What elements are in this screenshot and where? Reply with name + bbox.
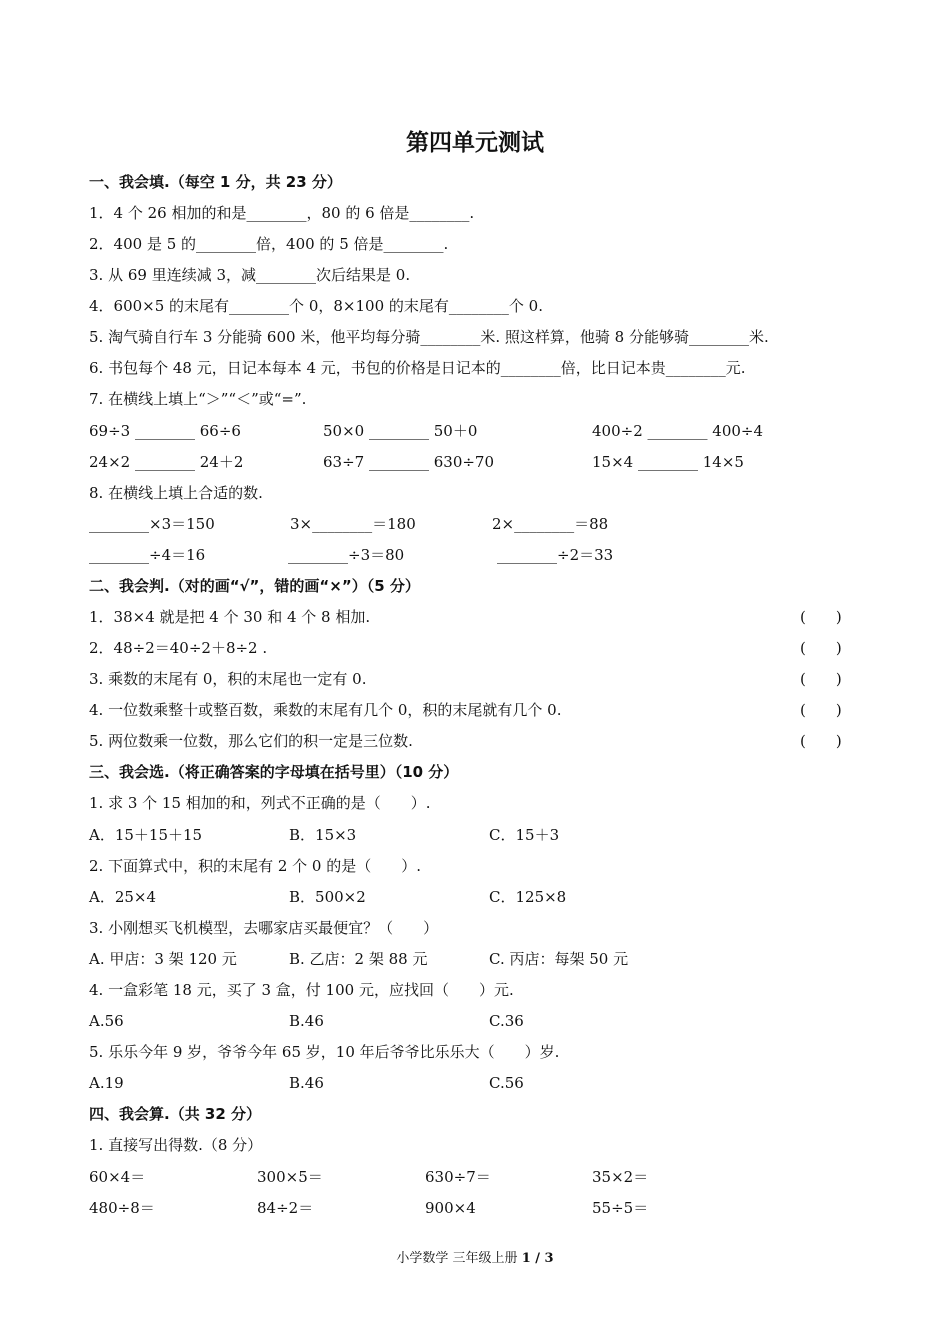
section-2-heading: 二、我会判.（对的画“√”，错的画“×”）（5 分） (89, 577, 420, 595)
calc-item: 900×4 (425, 1199, 476, 1217)
choice-option: C.36 (489, 1012, 524, 1030)
compare-item: 63÷7 ________ 630÷70 (323, 453, 495, 471)
choice-option: C．15＋3 (489, 826, 560, 844)
calc-item: 55÷5＝ (592, 1199, 649, 1217)
judge-item: 1．38×4 就是把 4 个 30 和 4 个 8 相加. (89, 608, 371, 626)
page-footer (0, 1247, 950, 1266)
question-1-3: 3. 从 69 里连续减 3，减________次后结果是 0. (89, 266, 411, 284)
choice-question: 5. 乐乐今年 9 岁，爷爷今年 65 岁，10 年后爷爷比乐乐大（ ）岁. (89, 1043, 560, 1061)
question-1-5: 5. 淘气骑自行车 3 分能骑 600 米，他平均每分骑________米. 照这样算，他骑 8 分能够骑________米. (89, 328, 769, 346)
answer-paren: ( ) (800, 732, 842, 750)
fill-item: 3×________＝180 (290, 515, 416, 533)
question-1-4: 4．600×5 的末尾有________个 0，8×100 的末尾有________个 0. (89, 297, 543, 315)
section-4-heading: 四、我会算.（共 32 分） (89, 1105, 262, 1123)
choice-option: B. 乙店：2 架 88 元 (289, 950, 428, 968)
choice-option: C．125×8 (489, 888, 567, 906)
compare-item: 400÷2 ________ 400÷4 (592, 422, 764, 440)
calc-item: 35×2＝ (592, 1168, 649, 1186)
page-title: 第四单元测试 (406, 130, 544, 156)
fill-item: ________÷2＝33 (497, 546, 614, 564)
calc-item: 300×5＝ (257, 1168, 323, 1186)
choice-option: A. 甲店：3 架 120 元 (89, 950, 237, 968)
question-1-8: 8. 在横线上填上合适的数. (89, 484, 263, 502)
compare-item: 50×0 ________ 50＋0 (323, 422, 478, 440)
choice-option: C.56 (489, 1074, 524, 1092)
choice-question: 3. 小刚想买飞机模型，去哪家店买最便宜？（ ） (89, 919, 439, 937)
judge-item: 4. 一位数乘整十或整百数，乘数的末尾有几个 0，积的末尾就有几个 0. (89, 701, 562, 719)
choice-option: A.56 (89, 1012, 124, 1030)
choice-option: A．25×4 (89, 888, 157, 906)
answer-paren: ( ) (800, 701, 842, 719)
calc-item: 84÷2＝ (257, 1199, 314, 1217)
compare-item: 24×2 ________ 24＋2 (89, 453, 244, 471)
choice-option: B.46 (289, 1074, 324, 1092)
choice-question: 4. 一盒彩笔 18 元，买了 3 盒，付 100 元，应找回（ ）元. (89, 981, 514, 999)
judge-item: 2．48÷2＝40÷2＋8÷2 . (89, 639, 268, 657)
calc-question: 1. 直接写出得数.（8 分） (89, 1136, 263, 1154)
choice-option: B．15×3 (289, 826, 357, 844)
answer-paren: ( ) (800, 670, 842, 688)
choice-option: A．15＋15＋15 (89, 826, 203, 844)
compare-item: 15×4 ________ 14×5 (592, 453, 744, 471)
fill-item: ________×3＝150 (89, 515, 215, 533)
question-1-2: 2．400 是 5 的________倍，400 的 5 倍是________. (89, 235, 449, 253)
section-1-heading: 一、我会填.（每空 1 分，共 23 分） (89, 173, 342, 191)
fill-item: 2×________＝88 (492, 515, 609, 533)
calc-item: 630÷7＝ (425, 1168, 491, 1186)
fill-item: ________÷3＝80 (288, 546, 405, 564)
judge-item: 3. 乘数的末尾有 0，积的末尾也一定有 0. (89, 670, 367, 688)
page-number: 1 / 3 (521, 1251, 554, 1266)
choice-option: A.19 (89, 1074, 124, 1092)
choice-option: B．500×2 (289, 888, 366, 906)
choice-question: 2. 下面算式中，积的末尾有 2 个 0 的是（ ）. (89, 857, 422, 875)
section-3-heading: 三、我会选.（将正确答案的字母填在括号里）（10 分） (89, 763, 459, 781)
choice-option: C. 丙店：每架 50 元 (489, 950, 629, 968)
calc-item: 480÷8＝ (89, 1199, 155, 1217)
answer-paren: ( ) (800, 608, 842, 626)
choice-option: B.46 (289, 1012, 324, 1030)
answer-paren: ( ) (800, 639, 842, 657)
question-1-6: 6. 书包每个 48 元，日记本每本 4 元，书包的价格是日记本的________倍，比日记本贵________元. (89, 359, 746, 377)
fill-item: ________÷4＝16 (89, 546, 206, 564)
judge-item: 5. 两位数乘一位数，那么它们的积一定是三位数. (89, 732, 413, 750)
calc-item: 60×4＝ (89, 1168, 146, 1186)
question-1-7: 7. 在横线上填上“＞”“＜”或“=”. (89, 390, 307, 408)
footer-text: 小学数学 三年级上册 (396, 1251, 518, 1266)
question-1-1: 1．4 个 26 相加的和是________，80 的 6 倍是________. (89, 204, 475, 222)
compare-item: 69÷3 ________ 66÷6 (89, 422, 241, 440)
choice-question: 1. 求 3 个 15 相加的和，列式不正确的是（ ）. (89, 794, 431, 812)
